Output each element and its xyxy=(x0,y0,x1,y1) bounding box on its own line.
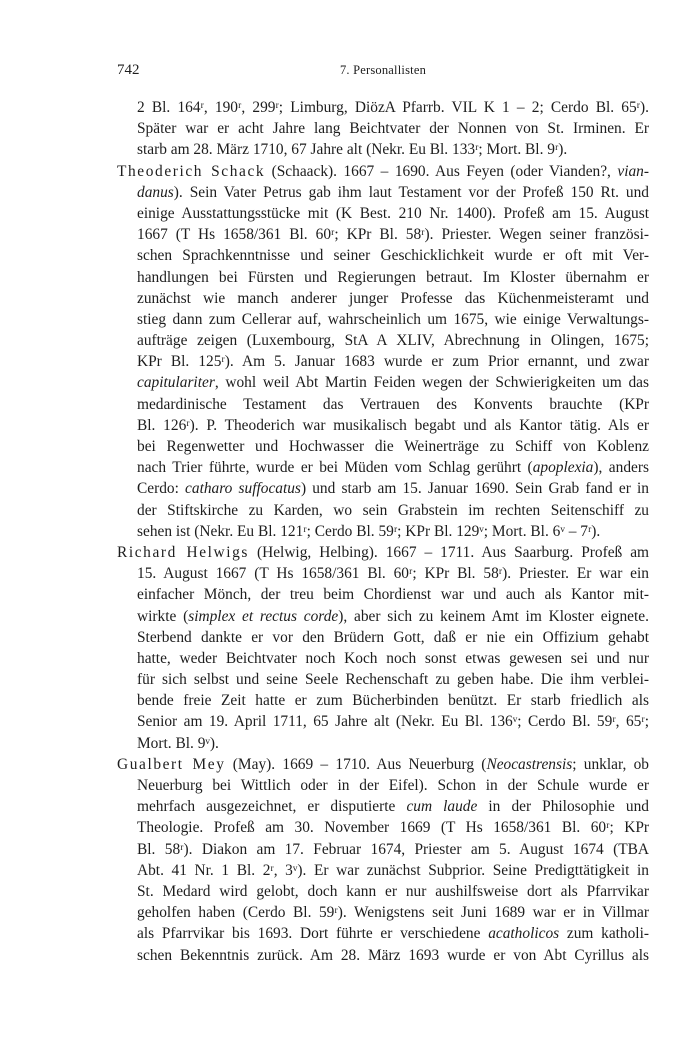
text-segment: in der Philosophie und xyxy=(477,798,649,816)
text-segment: einfacher Mönch, der treu beim Chordienst war und auch als Kantor mit- xyxy=(137,586,649,604)
person-name: Gualbert Mey xyxy=(117,755,226,773)
text-segment: schen Bekenntnis zurück. Am 28. März 1693 wurde er von Abt Cyrillus als xyxy=(137,946,649,964)
text-line xyxy=(117,309,649,330)
italic-phrase: Neocastrensis xyxy=(486,755,573,773)
text-segment: (Schaack). 1667 – 1690. Aus Feyen (oder Vianden?, xyxy=(265,162,618,180)
text-line xyxy=(117,372,649,393)
text-line xyxy=(117,288,649,309)
text-line xyxy=(117,606,649,627)
page-header xyxy=(117,62,649,82)
text-line xyxy=(117,690,649,711)
person-name: Richard Helwigs xyxy=(117,543,249,561)
text-segment: Neuerburg bei Wittlich oder in der Eifel). Schon in der Schule wurde er xyxy=(137,777,649,794)
text-segment: aufträge zeigen (Luxembourg, StA A XLIV, Abrechnung in Olingen, 1675; xyxy=(137,332,649,350)
text-line xyxy=(117,478,649,499)
text-segment: geholfen haben (Cerdo Bl. 59ʳ). Wenigstens seit Juni 1689 war er in Villmar xyxy=(137,904,649,922)
entry-start-line xyxy=(117,161,649,182)
text-segment: Theologie. Profeß am 30. November 1669 (T Hs 1658/361 Bl. 60ʳ; KPr xyxy=(137,819,649,837)
text-segment: der Stiftskirche zu Karden, wo sein Grabstein im rechten Seitenschiff zu xyxy=(137,501,649,519)
text-line xyxy=(117,881,649,902)
entry-start-line xyxy=(117,754,649,775)
text-segment: Sterbend dankte er vor den Brüdern Gott, daß er nie ein Offizium gehabt xyxy=(137,628,649,646)
text-segment: zum katholi- xyxy=(559,925,649,943)
text-segment: starb am 28. März 1710, 67 Jahre alt (Nekr. Eu Bl. 133ʳ; Mort. Bl. 9ʳ). xyxy=(137,141,568,159)
text-segment: Bl. 126ʳ). P. Theoderich war musikalisch begabt und als Kantor tätig. Als er xyxy=(137,416,649,434)
text-line xyxy=(117,118,649,139)
text-segment: (Helwig, Helbing). 1667 – 1711. Aus Saarburg. Profeß am xyxy=(249,543,649,561)
text-line xyxy=(117,945,649,966)
text-line xyxy=(117,224,649,245)
text-segment: Senior am 19. April 1711, 65 Jahre alt (Nekr. Eu Bl. 136ᵛ; Cerdo Bl. 59ʳ, 65ʳ; xyxy=(137,713,649,731)
italic-phrase: simplex et rectus corde xyxy=(188,607,339,625)
text-segment: ), anders xyxy=(593,459,649,477)
text-line xyxy=(117,711,649,732)
text-segment: für sich selbst und seine Seele Rechenschaft zu geben habe. Die ihm verblei- xyxy=(137,671,649,689)
text-segment: ) und starb am 15. Januar 1690. Sein Grab fand er in xyxy=(300,480,649,498)
text-line xyxy=(117,521,649,542)
text-line xyxy=(117,245,649,266)
text-segment: handlungen bei Fürsten und Regierungen betraut. Im Kloster übernahm er xyxy=(137,268,649,286)
text-segment: wirkte ( xyxy=(137,607,189,625)
text-line xyxy=(117,500,649,521)
text-line xyxy=(117,267,649,288)
text-segment: Mort. Bl. 9ᵛ). xyxy=(137,734,219,752)
text-line xyxy=(117,394,649,415)
text-segment: als Pfarrvikar bis 1693. Dort führte er verschiedene xyxy=(137,925,489,943)
text-line xyxy=(117,902,649,923)
text-segment: stieg dann zum Cellerar auf, wahrscheinlich um 1675, wie einige Verwaltungs- xyxy=(137,310,649,328)
italic-phrase: apoplexia xyxy=(532,459,594,477)
text-segment: (May). 1669 – 1710. Aus Neuerburg ( xyxy=(225,755,487,773)
text-line xyxy=(117,203,649,224)
text-segment: Abt. 41 Nr. 1 Bl. 2ʳ, 3ᵛ). Er war zunächst Subprior. Seine Predigttätigkeit in xyxy=(137,861,649,879)
text-line xyxy=(117,457,649,478)
text-segment: hatte, weder Beichtvater noch Koch noch sonst etwas gewesen sei und nur xyxy=(137,649,649,667)
text-segment: bei Regenwetter und Hochwasser die Weinerträge zu Schiff von Koblenz xyxy=(137,438,649,455)
text-line xyxy=(117,584,649,605)
text-segment: St. Medard wird gelobt, doch kann er nur aushilfsweise dort als Pfarrvikar xyxy=(137,882,649,900)
body-text xyxy=(117,97,649,966)
text-segment: ; unklar, ob xyxy=(572,755,649,773)
text-segment: , wohl weil Abt Martin Feiden wegen der Schwierigkeiten um das xyxy=(214,374,649,392)
text-line xyxy=(117,923,649,944)
entry-start-line xyxy=(117,542,649,563)
text-line xyxy=(117,330,649,351)
text-line xyxy=(117,415,649,436)
text-segment: KPr Bl. 125ʳ). Am 5. Januar 1683 wurde er zum Prior ernannt, und zwar xyxy=(137,353,649,371)
text-line xyxy=(117,817,649,838)
person-name: Theoderich Schack xyxy=(117,162,266,180)
text-line xyxy=(117,648,649,669)
text-line xyxy=(117,563,649,584)
italic-phrase: acatholicos xyxy=(488,925,560,943)
text-segment: ), aber sich zu keinem Amt im Kloster eignete. xyxy=(338,607,649,625)
italic-phrase: cum laude xyxy=(406,798,478,816)
text-segment: einige Ausstattungsstücke mit (K Best. 210 Nr. 1400). Profeß am 15. August xyxy=(137,204,649,222)
text-segment: sehen ist (Nekr. Eu Bl. 121ʳ; Cerdo Bl. 59ʳ; KPr Bl. 129ᵛ; Mort. Bl. 6ᵛ – 7ʳ). xyxy=(137,522,601,540)
text-line xyxy=(117,669,649,690)
italic-phrase: capitulariter xyxy=(137,374,215,392)
text-line xyxy=(117,436,649,457)
text-segment: medardinische Testament das Vertrauen des Konvents brauchte (KPr xyxy=(137,395,649,413)
text-segment: Bl. 58ʳ). Diakon am 17. Februar 1674, Priester am 5. August 1674 (TBA xyxy=(137,840,649,858)
page-number: 742 xyxy=(117,62,140,78)
text-line xyxy=(117,733,649,754)
text-line xyxy=(117,139,649,160)
text-segment: 2 Bl. 164ʳ, 190ʳ, 299ʳ; Limburg, DiözA Pfarrb. VIL K 1 – 2; Cerdo Bl. 65ʳ). xyxy=(137,99,649,116)
italic-phrase: danus xyxy=(137,183,174,201)
text-segment: ). Sein Vater Petrus gab ihm laut Testament vor der Profeß 150 Rt. und xyxy=(173,183,649,201)
text-line xyxy=(117,860,649,881)
text-segment: mehrfach ausgezeichnet, er disputierte xyxy=(137,798,407,816)
italic-phrase: vian- xyxy=(617,162,649,180)
text-line xyxy=(117,839,649,860)
text-line xyxy=(117,97,649,118)
text-segment: Cerdo: xyxy=(137,480,186,498)
text-segment: schen Sprachkenntnisse und seiner Geschicklichkeit wurde er oft mit Ver- xyxy=(137,247,649,265)
text-line xyxy=(117,627,649,648)
italic-phrase: catharo suffocatus xyxy=(185,480,301,498)
text-line xyxy=(117,351,649,372)
text-segment: 15. August 1667 (T Hs 1658/361 Bl. 60ʳ; KPr Bl. 58ʳ). Priester. Er war ein xyxy=(137,565,649,583)
text-line xyxy=(117,182,649,203)
text-segment: zunächst wie manch anderer junger Professe das Küchenmeisteramt und xyxy=(137,289,649,307)
running-title: 7. Personallisten xyxy=(339,63,427,77)
text-segment: bende freie Zeit hatte er zum Bücherbinden benützt. Er starb friedlich als xyxy=(137,692,649,710)
text-segment: nach Trier führte, wurde er bei Müden vom Schlag gerührt ( xyxy=(137,459,533,477)
text-line xyxy=(117,775,649,796)
text-segment: 1667 (T Hs 1658/361 Bl. 60ʳ; KPr Bl. 58ʳ). Priester. Wegen seiner französi- xyxy=(137,226,649,244)
text-line xyxy=(117,796,649,817)
text-segment: Später war er acht Jahre lang Beichtvater der Nonnen von St. Irminen. Er xyxy=(137,120,649,138)
